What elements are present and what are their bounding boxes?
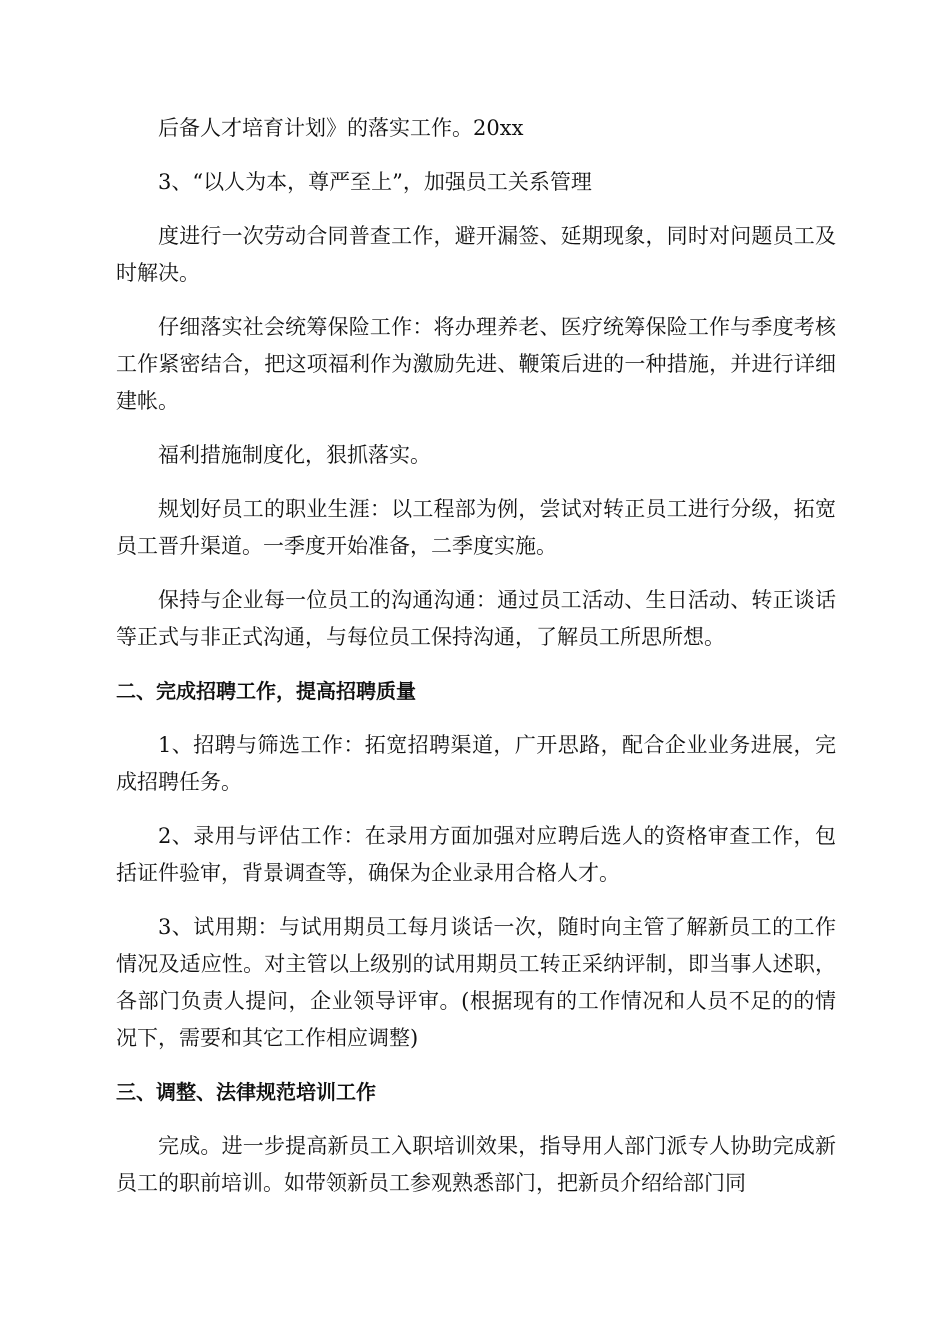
paragraph-8: 1、招聘与筛选工作：拓宽招聘渠道，广开思路，配合企业业务进展，完成招聘任务。 xyxy=(116,733,836,794)
paragraph-5: 福利措施制度化，狠抓落实。 xyxy=(158,443,431,467)
paragraph-3: 度进行一次劳动合同普查工作，避开漏签、延期现象，同时对问题员工及时解决。 xyxy=(116,224,836,285)
paragraph-1: 后备人才培育计划》的落实工作。20xx xyxy=(158,116,524,140)
section-heading-3: 三、调整、法律规范培训工作 xyxy=(116,1080,376,1104)
paragraph-4: 仔细落实社会统筹保险工作：将办理养老、医疗统筹保险工作与季度考核工作紧密结合，把这项福利作为激励先进、鞭策后进的一种措施，并进行详细建帐。 xyxy=(116,315,836,413)
paragraph-2: 3、“以人为本，尊严至上”，加强员工关系管理 xyxy=(158,170,592,194)
section-heading-2: 二、完成招聘工作，提高招聘质量 xyxy=(116,679,416,703)
paragraph-9: 2、录用与评估工作：在录用方面加强对应聘后选人的资格审查工作，包括证件验审，背景调查等，确保为企业录用合格人才。 xyxy=(116,824,836,885)
paragraph-7: 保持与企业每一位员工的沟通沟通：通过员工活动、生日活动、转正谈话等正式与非正式沟通，与每位员工保持沟通，了解员工所思所想。 xyxy=(116,588,836,649)
document-body xyxy=(116,110,836,1219)
paragraph-10: 3、试用期：与试用期员工每月谈话一次，随时向主管了解新员工的工作情况及适应性。对主管以上级别的试用期员工转正采纳评制，即当事人述职，各部门负责人提问，企业领导评审。(根据现有的工作情况和人员不足的的情况下，需要和其它工作相应调整) xyxy=(116,915,836,1050)
paragraph-11: 完成。进一步提高新员工入职培训效果，指导用人部门派专人协助完成新员工的职前培训。如带领新员工参观熟悉部门，把新员介绍给部门同 xyxy=(116,1134,836,1195)
paragraph-6: 规划好员工的职业生涯：以工程部为例，尝试对转正员工进行分级，拓宽员工晋升渠道。一季度开始准备，二季度实施。 xyxy=(116,497,836,558)
